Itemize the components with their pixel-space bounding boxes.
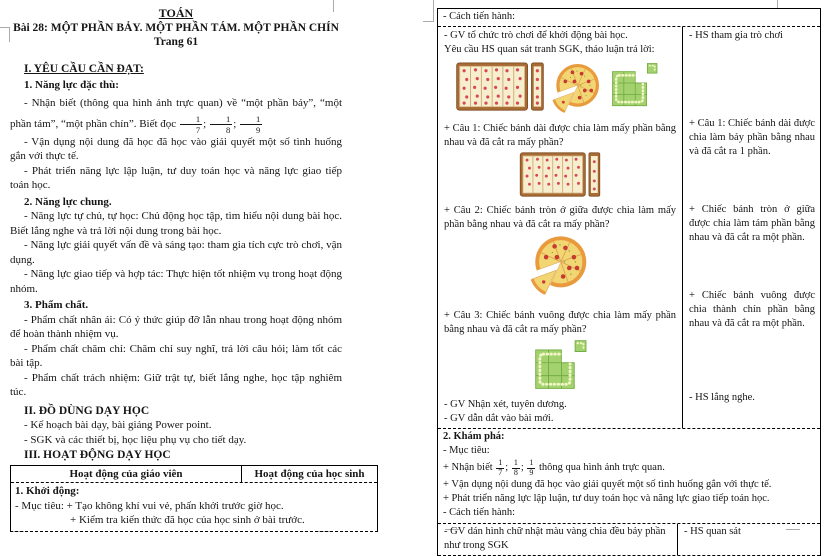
pizza-image [551, 62, 603, 119]
fraction-one-ninth: $\frac{1}{9}$ [529, 458, 534, 477]
paragraph-textbook-equipment: - SGK và các thiết bị, học liệu phụ vụ cho tiết dạy. [24, 433, 247, 446]
hs-listen: - HS lắng nghe. [689, 392, 755, 403]
warmup-goal-line2: + Kiểm tra kiến thức đã học của học sinh ở bài trước. [70, 514, 305, 526]
paragraph-communication: - Năng lực giao tiếp và hợp tác: Thực hiện tốt nhiệm vụ trong hoạt động nhóm. [10, 268, 342, 295]
warmup-content-row [438, 26, 820, 428]
pizza-figure [444, 234, 676, 307]
explore-goal-1: + Nhận biết $\frac{1}{7}$ ; $\frac{1}{8}$ ; $\frac{1}{9}$ thông qua hình ảnh trực quan. [443, 458, 665, 477]
rect-cake-image [456, 62, 544, 111]
gv-review: - GV Nhận xét, tuyên dương. [444, 399, 567, 410]
square-cake-figure [444, 339, 676, 396]
warmup-title: 1. Khởi động: [15, 485, 80, 497]
explore-goal-2: + Vận dụng nội dung đã học vào giải quyết một số tình huống gắn với thực tế. [443, 479, 772, 490]
page-1 [10, 6, 378, 532]
activities-table-header [11, 466, 377, 484]
lesson-page-ref: Trang 61 [153, 36, 199, 48]
paragraph-recognize-fractions: - Nhận biết (thông qua hình ảnh trực quan) về “một phần bảy”, “một phần tám”, “một phần chín”. Biết đọc $\frac{1}{7}$ ; $\frac{1}{8}$ ; $\frac{1}{9}$ [10, 96, 342, 135]
paragraph-kindness: - Phẩm chất nhân ái: Có ý thức giúp đỡ lẫn nhau trong hoạt động nhóm để hoàn thành nhiệm vụ. [10, 313, 342, 340]
fraction-one-seventh: $\frac{1}{7}$ [180, 115, 202, 134]
answer-2: + Chiếc bánh tròn ở giữa được chia làm tám phần bằng nhau và đã cắt ra một phần. [689, 204, 815, 243]
course-title: TOÁN [158, 6, 194, 20]
gv-intro-line2: Yêu cầu HS quan sát tranh SGK, thảo luận trả lời: [444, 44, 655, 55]
paragraph-lesson-plan: - Kế hoạch bài dạy, bài giảng Power point. [24, 419, 212, 431]
sgk-picture-strip [456, 62, 676, 119]
explore-method-label: - Cách tiến hành: [443, 507, 516, 518]
explore-goal-3: + Phát triển năng lực lập luận, tư duy toán học và năng lực giao tiếp toán học. [443, 493, 770, 504]
page1-body [10, 62, 342, 463]
section-heading-teaching-aids: II. ĐỒ DÙNG DẠY HỌC [24, 404, 150, 417]
question-2: + Câu 2: Chiếc bánh tròn ở giữa được chia làm mấy phần bằng nhau và đã cắt ra mấy phần? [444, 205, 676, 230]
question-3: + Câu 3: Chiếc bánh vuông được chia làm mấy phần bằng nhau và đã cắt ra mấy phần? [444, 310, 676, 335]
fraction-one-eighth: $\frac{1}{8}$ [513, 458, 518, 477]
document-header [10, 6, 342, 50]
teacher-column-header: Hoạt động của giáo viên [11, 466, 242, 483]
answer-3: + Chiếc bánh vuông được chia thành chín phần bằng nhau và đã cắt ra một phần. [689, 290, 815, 329]
fraction-one-ninth: $\frac{1}{9}$ [240, 115, 262, 134]
answer-1: + Câu 1: Chiếc bánh dài được chia làm bảy phần bằng nhau và đã cắt ra 1 phần. [689, 118, 815, 157]
paragraph-responsibility: - Phẩm chất trách nhiệm: Giữ trật tự, biết lắng nghe, học tập nghiêm túc. [10, 371, 342, 398]
square-cake-image [610, 62, 658, 108]
crop-mark [433, 0, 434, 22]
teacher-cell [438, 27, 683, 428]
section-heading-requirements: I. YÊU CẦU CẦN ĐẠT: [24, 62, 144, 75]
student-cell [683, 27, 820, 428]
page-2 [437, 8, 821, 556]
paragraph-apply-content: - Vận dụng nội dung đã học đã học vào giải quyết một số tình huống gắn với thực tế. [10, 135, 342, 162]
explore-goal-label: - Mục tiêu: [443, 445, 490, 456]
gv-intro-line1: - GV tổ chức trò chơi để khởi động bài học. [444, 30, 628, 41]
lesson-title: Bài 28: MỘT PHẦN BẢY. MỘT PHẦN TÁM. MỘT PHẦN CHÍN [13, 21, 339, 34]
explore-content-row [438, 523, 820, 556]
explore-activity-row [438, 428, 820, 523]
subheading-general-competence: 2. Năng lực chung. [24, 195, 112, 208]
student-cell: - HS quan sát [684, 526, 741, 537]
method-row: - Cách tiến hành: [443, 11, 516, 22]
section-heading-activities: III. HOẠT ĐỘNG DẠY HỌC [24, 449, 171, 461]
teacher-cell: - GV dán hình chữ nhật màu vàng chia đều bảy phần như trong SGK [438, 524, 678, 555]
activities-table-page1 [10, 465, 378, 532]
student-column-header: Hoạt động của học sinh [254, 467, 365, 480]
paragraph-self-study: - Năng lực tự chủ, tự học: Chủ động học tập, tìm hiểu nội dung bài học. Biết lắng nghe và trả lời nội dung trong bài học. [10, 210, 342, 237]
hs-join-game: - HS tham gia trò chơi [689, 30, 783, 41]
fraction-one-seventh: $\frac{1}{7}$ [498, 458, 503, 477]
subheading-specific-competence: 1. Năng lực đặc thù: [24, 79, 119, 91]
crop-mark [0, 27, 9, 28]
warmup-activity-row [11, 483, 377, 531]
fraction-one-eighth: $\frac{1}{8}$ [210, 115, 232, 134]
paragraph-problem-solving: - Năng lực giải quyết vấn đề và sáng tạo: tham gia tích cực trò chơi, vận dụng. [10, 239, 342, 266]
warmup-goal-line1: - Mục tiêu: + Tạo không khí vui vẻ, phấn khởi trước giờ học. [15, 499, 284, 512]
crop-mark [423, 21, 433, 22]
square-cake-image [533, 339, 587, 391]
rect-cake-figure [444, 152, 676, 202]
activities-table-page2 [437, 8, 821, 556]
subheading-qualities: 3. Phẩm chất. [24, 299, 89, 311]
pizza-image [529, 234, 591, 302]
gv-lead-in: - GV dẫn dắt vào bài mới. [444, 413, 554, 424]
rect-cake-image [519, 152, 601, 197]
paragraph-develop-competence: - Phát triển năng lực lập luận, tư duy toán học và năng lực giao tiếp toán học. [10, 164, 342, 191]
explore-title: 2. Khám phá: [443, 431, 505, 442]
paragraph-diligence: - Phẩm chất chăm chỉ: Chăm chỉ suy nghĩ, trả lời câu hỏi; làm tốt các bài tập. [10, 342, 342, 369]
question-1: + Câu 1: Chiếc bánh dài được chia làm mấy phần bằng nhau và đã cắt ra mấy phần? [444, 123, 676, 148]
